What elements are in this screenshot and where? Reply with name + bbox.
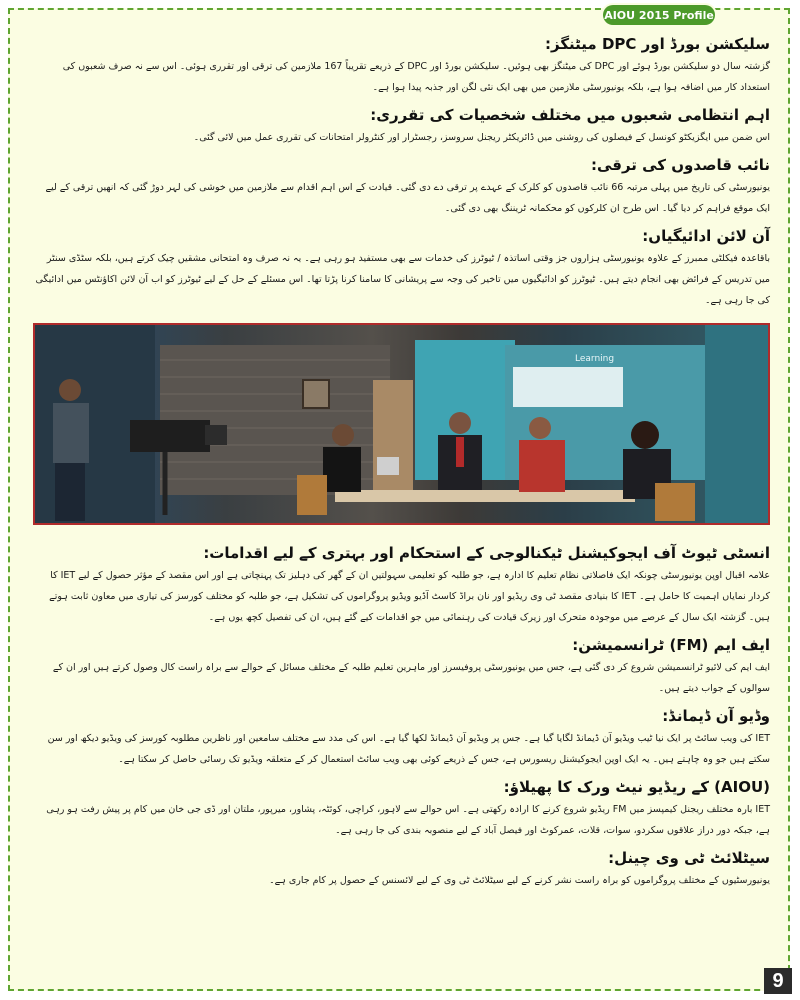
- section-body: باقاعدہ فیکلٹی ممبرز کے علاوہ یونیورسٹی ہزاروں جز وقتی اساتذہ / ٹیوٹرز کی خدمات سے بھی مستفید ہو رہی ہے۔ یہ نہ صرف وہ امتحانی مشقیں چیک کرتے ہیں، بلکہ سٹڈی سنٹر میں تدریس کے فرائض بھی انجام دیتے ہیں۔ ٹیوٹرز کو ادائیگیوں میں تاخیر کی وجہ سے پریشانی کا سامنا کرنا پڑتا تھا۔ اس مسئلے کے حل کے لیے ٹیوٹرز کو اب آن لائن اکاؤنٹس میں ادائیگی کی جا رہی ہے۔: [35, 253, 770, 306]
- shelf-unit: [373, 380, 413, 500]
- cameraman-legs: [55, 463, 85, 521]
- section-title: اہم انتظامی شعبوں میں مختلف شخصیات کی تقرری:: [370, 106, 770, 124]
- section-body: علامہ اقبال اوپن یونیورسٹی چونکہ ایک فاصلاتی نظام تعلیم کا ادارہ ہے، جو طلبہ کو تعلیمی سہولتیں ان کے گھر کی دہلیز تک پہنچاتی ہے اور اس مقصد کے مؤثر حصول کے لیے IET کا کردار نمایاں اہمیت کا حامل ہے۔ IET کا بنیادی مقصد ٹی وی ریڈیو اور نان براڈ کاسٹ آڈیو ویڈیو پروگراموں کی تشکیل ہے، جو طلبہ کو مختلف کورسز کی تیاری میں معاون ثابت ہوتے ہیں۔ گزشتہ ایک سال کے عرصے میں موجودہ متحرک اور زیرک قیادت کی رہنمائی میں جو اقدامات کیے گئے ہیں، ان کی تفصیل کچھ یوں ہے۔: [49, 570, 770, 623]
- section-promotions: [30, 153, 770, 219]
- header-tab: AIOU 2015 Profile: [603, 5, 715, 25]
- page-number: 9: [764, 968, 792, 994]
- camera-body: [130, 420, 210, 452]
- person-4-head: [631, 421, 659, 449]
- right-panel: [705, 325, 768, 523]
- section-body: یونیورسٹیوں کے مختلف پروگراموں کو براہ راست نشر کرنے کے لیے سیٹلائٹ ٹی وی کے لیے لائسنس کے حصول پر کام جاری ہے۔: [269, 875, 770, 886]
- cameraman-head: [59, 379, 81, 401]
- screen-text: Learning: [575, 354, 615, 364]
- laptop: [377, 457, 399, 475]
- section-radio-network: [30, 775, 770, 841]
- section-body: IET کی ویب سائٹ پر ایک نیا ٹیب ویڈیو آن ڈیمانڈ لگایا گیا ہے۔ جس پر ویڈیو آن ڈیمانڈ لکھا گیا ہے۔ اس کی مدد سے مختلف سامعین اور ناظرین مطلوبہ کورسز کی ویڈیو دیکھ اور سن سکتے ہیں جو وہ چاہتے ہیں۔ یہ ایک اوپن ایجوکیشنل ریسورس ہے، جس کے ذریعے کوئی بھی ویب سائٹ استعمال کر کے متعلقہ ویڈیو تک رسائی حاصل کر سکتا ہے۔: [47, 733, 770, 765]
- section-title: آن لائن ادائیگیاں:: [642, 227, 770, 245]
- section-body: ایف ایم کی لائیو ٹرانسمیشن شروع کر دی گئی ہے، جس میں یونیورسٹی پروفیسرز اور ماہرین تعلیم طلبہ کے مختلف مسائل کے حوالے سے براہ راست کال وصول کرتے ہیں اور ان کے سوالوں کے جواب دیتے ہیں۔: [52, 662, 770, 694]
- person-2-head: [449, 412, 471, 434]
- screen-slide: [513, 367, 623, 407]
- camera-lens: [205, 425, 227, 445]
- section-title: ایف ایم (FM) ٹرانسمیشن:: [572, 636, 770, 654]
- person-3-head: [529, 417, 551, 439]
- person-1-body: [323, 447, 361, 492]
- section-title: نائب قاصدوں کی ترقی:: [590, 156, 770, 174]
- studio-photo: [33, 323, 770, 525]
- section-selection-board: [30, 32, 770, 98]
- section-admin-appointments: [30, 103, 770, 148]
- cameraman-body: [53, 403, 89, 463]
- person-1-head: [332, 424, 354, 446]
- section-body: یونیورسٹی کی تاریخ میں پہلی مرتبہ 66 نائب قاصدوں کو کلرک کے عہدے پر ترقی دے دی گئی۔ قیادت کے اس اہم اقدام سے ملازمین میں خوشی کی لہر دوڑ گئی کہ انھیں ترقی کے لیے ایک موقع فراہم کر دیا گیا۔ اس طرح ان کلرکوں کو محکمانہ ٹریننگ بھی دی گئی۔: [45, 182, 770, 214]
- section-title: سیٹلائٹ ٹی وی چینل:: [608, 849, 770, 867]
- section-body: IET بارہ مختلف ریجنل کیمپسز میں FM ریڈیو شروع کرنے کا ارادہ رکھتی ہے۔ اس حوالے سے لاہور، کراچی، کوئٹہ، پشاور، میرپور، ملتان اور ڈی جی خان میں کام پر پیش رفت ہو رہی ہے، جبکہ دور دراز علاقوں سکردو، سوات، قلات، عمرکوٹ اور فیصل آباد کے لیے منصوبہ بندی کی جا رہی ہے۔: [46, 804, 770, 836]
- section-satellite-tv: [30, 846, 770, 891]
- section-iet: [30, 541, 770, 628]
- chair-right: [655, 483, 695, 521]
- studio-photo-illustration: [35, 325, 768, 523]
- chair-left: [297, 475, 327, 515]
- wall-frame: [303, 380, 329, 408]
- section-title: سلیکشن بورڈ اور DPC میٹنگز:: [545, 35, 770, 53]
- article-content: [30, 32, 770, 982]
- person-2-tie: [456, 437, 464, 467]
- studio-table: [335, 490, 635, 502]
- section-body: اس ضمن میں ایگزیکٹو کونسل کے فیصلوں کی روشنی میں ڈائریکٹر ریجنل سروسز، رجسٹرار اور کنٹرولر امتحانات کی تقرری عمل میں لائی گئی۔: [193, 132, 770, 143]
- section-title: (AIOU) کے ریڈیو نیٹ ورک کا پھیلاؤ:: [503, 778, 770, 796]
- section-body: گزشتہ سال دو سلیکشن بورڈ ہوئے اور DPC کی میٹنگز بھی ہوئیں۔ سلیکشن بورڈ اور DPC کے ذریعے تقریباً 167 ملازمین کی ترقی اور تقرری ہوئی۔ اس سے نہ صرف شعبوں کی استعداد کار میں اضافہ ہوا ہے، بلکہ یونیورسٹی ملازمین میں بھی ایک نئی لگن اور جذبہ پیدا ہوا ہے۔: [62, 61, 770, 93]
- section-fm: [30, 633, 770, 699]
- section-video-on-demand: [30, 704, 770, 770]
- section-title: انسٹی ٹیوٹ آف ایجوکیشنل ٹیکنالوجی کے استحکام اور بہتری کے لیے اقدامات:: [203, 544, 770, 562]
- person-3-body: [519, 440, 565, 492]
- section-online-payments: [30, 224, 770, 311]
- section-title: وڈیو آن ڈیمانڈ:: [662, 707, 770, 725]
